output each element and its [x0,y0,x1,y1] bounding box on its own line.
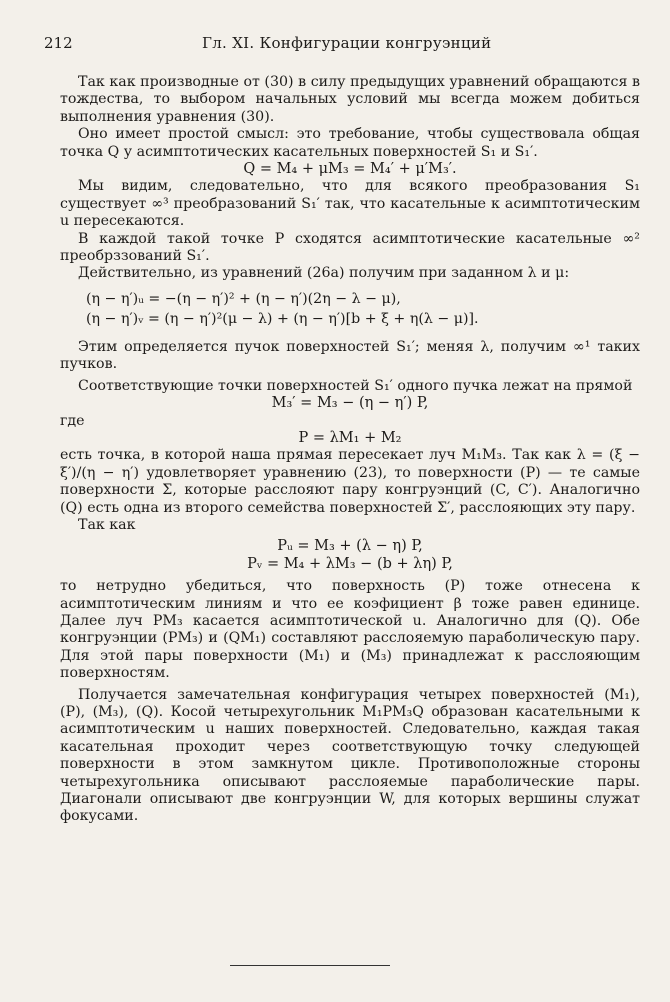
equation-line: (η − η′)ᵥ = (η − η′)²(μ − λ) + (η − η′)[b + ξ + η(λ − μ)]. [86,310,479,327]
page-header [44,34,626,56]
paragraph: Мы видим, следовательно, что для всякого преобразования S₁ существует ∞³ преобразований S₁′ так, что касательные к асимптотическим u пересекаются. [60,178,640,230]
page-body [60,74,640,826]
bottom-rule [230,965,390,966]
equation-block [60,538,640,573]
paragraph: Так как [78,516,136,533]
paragraph: В каждой такой точке P сходятся асимптотические касательные ∞² преобрззований S₁′. [60,230,640,265]
paragraph: Этим определяется пучок поверхностей S₁′; меняя λ, получим ∞¹ таких пучков. [60,338,640,373]
paragraph: где [60,412,85,429]
equation: Q = M₄ + μM₃ = M₄′ + μ′M₃′. [243,161,457,178]
paragraph: Так как производные от (30) в силу предыдущих уравнений обращаются в тождества, то выбором начальных условий мы всегда можем добиться выполнения уравнения (30). [60,74,640,125]
equation-line: Pᵥ = M₄ + λM₃ − (b + λη) P, [247,555,453,572]
paragraph: то нетрудно убедиться, что поверхность (P) тоже отнесена к асимптотическим линиям и что ее коэфициент β тоже равен единице. Далее луч PM₃ касается асимптотической u. Аналогично для (Q). Обе конгруэнции (PM₃) и (QM₁) составляют расслояемую параболическую пару. Для этой пары поверхности (M₁) и (M₃) принадлежат к расслояющим поверхностям. [60,578,640,682]
running-head: Гл. XI. Конфигурации конгруэнций [202,34,492,52]
paragraph: Получается замечательная конфигурация четырех поверхностей (M₁), (P), (M₃), (Q). Косой четырехугольник M₁PM₃Q образован касательными к асимптотическим u наших поверхностей. Следовательно, каждая такая касательная проходит через соответствующую точку следующей поверхности в этом замкнутом цикле. Противоположные стороны четырехугольника описывают расслояемые параболические пары. Диагонали описывают две конгруэнции W, для которых вершины служат фокусами. [60,686,640,825]
equation: P = λM₁ + M₂ [298,429,402,446]
equation-line: Pᵤ = M₃ + (λ − η) P, [277,538,423,555]
paragraph: Соответствующие точки поверхностей S₁′ одного пучка лежат на прямой [78,377,633,394]
equation-line: (η − η′)ᵤ = −(η − η′)² + (η − η′)(2η − λ − μ), [86,290,401,307]
paragraph: Оно имеет простой смысл: это требование, чтобы существовала общая точка Q у асимптотических касательных поверхностей S₁ и S₁′. [60,126,640,160]
paragraph: есть точка, в которой наша прямая пересекает луч M₁M₃. Так как λ = (ξ − ξ′)/(η − η′) удовлетворяет уравнению (23), то поверхности (P) — те самые поверхности Σ, которые расслояют пару конгруэнций (C, C′). Аналогично (Q) есть одна из второго семейства поверхностей Σ′, расслояющих эту пару. [60,447,640,516]
equation: M₃′ = M₃ − (η − η′) P, [271,395,429,412]
page-number: 212 [44,34,73,52]
equation-block [60,289,640,329]
paragraph: Действительно, из уравнений (26a) получим при заданном λ и μ: [78,265,570,282]
